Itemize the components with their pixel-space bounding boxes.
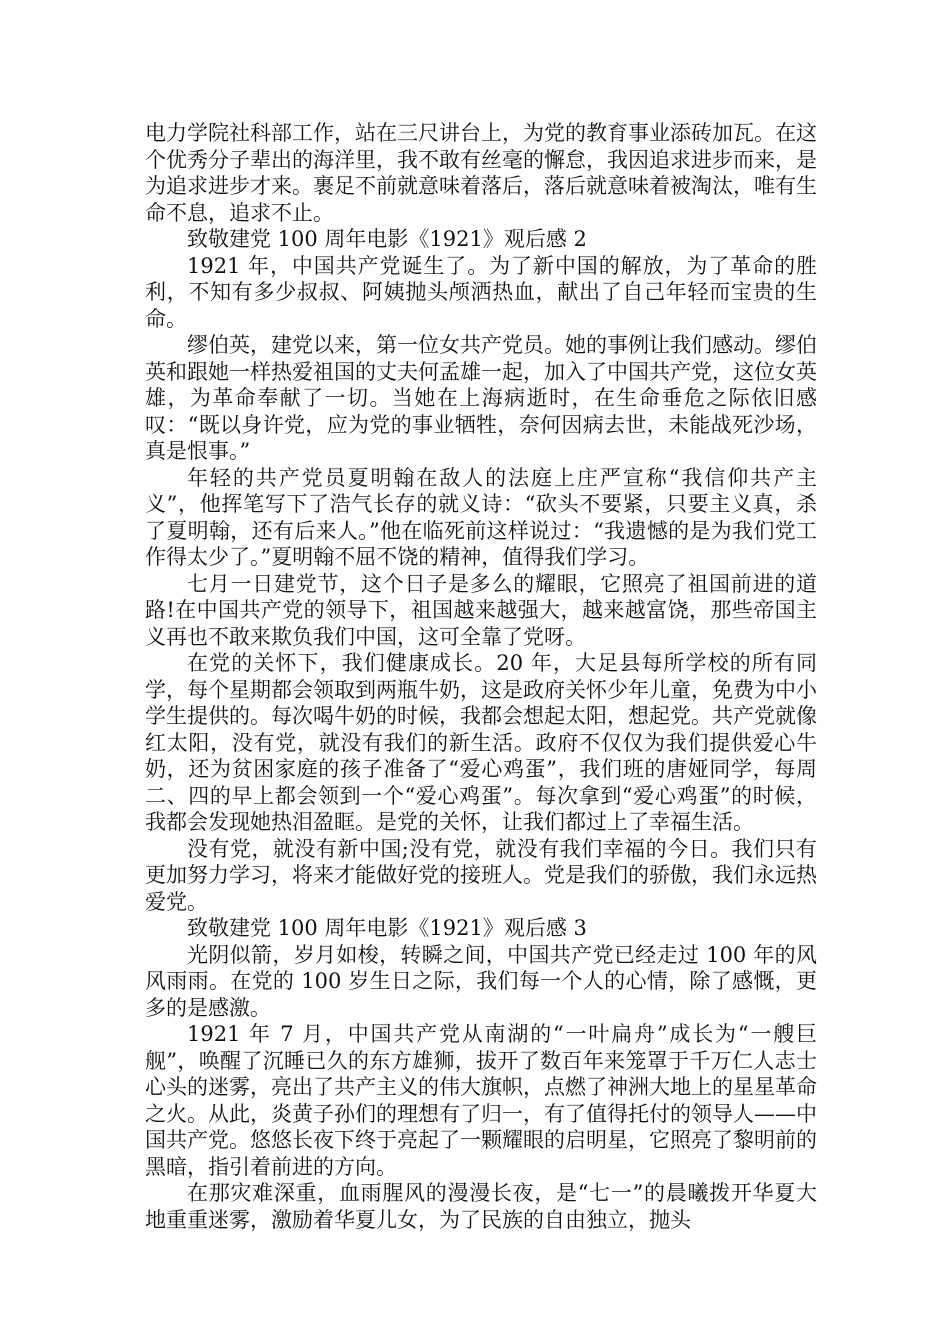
paragraph: 光阴似箭，岁月如梭，转瞬之间，中国共产党已经走过 100 年的风风雨雨。在党的 100 岁生日之际，我们每一个人的心情，除了感慨，更多的是感激。 [145, 942, 817, 1020]
essay-heading-2: 致敬建党 100 周年电影《1921》观后感 2 [187, 227, 587, 251]
paragraph: 缪伯英，建党以来，第一位女共产党员。她的事例让我们感动。缪伯英和跟她一样热爱祖国的丈夫何孟雄一起，加入了中国共产党，这位女英雄，为革命奉献了一切。当她在上海病逝时，在生命垂危之际依旧感叹：“既以身许党，应为党的事业牺牲，奈何因病去世，未能战死沙场，真是恨事。” [145, 333, 817, 463]
document-page [145, 120, 817, 1233]
paragraph: 没有党，就没有新中国;没有党，就没有我们幸福的今日。我们只有更加努力学习，将来才能做好党的接班人。党是我们的骄傲，我们永远热爱党。 [145, 836, 817, 914]
paragraph: 七月一日建党节，这个日子是多么的耀眼，它照亮了祖国前进的道路!在中国共产党的领导下，祖国越来越强大，越来越富饶，那些帝国主义再也不敢来欺负我们中国，这可全靠了党呀。 [145, 571, 817, 649]
paragraph: 年轻的共产党员夏明翰在敌人的法庭上庄严宣称“我信仰共产主义”，他挥笔写下了浩气长存的就义诗：“砍头不要紧，只要主义真，杀了夏明翰，还有后来人。”他在临死前这样说过：“我遗憾的是为我们党工作得太少了。”夏明翰不屈不饶的精神，值得我们学习。 [145, 465, 817, 569]
essay-heading-3: 致敬建党 100 周年电影《1921》观后感 3 [187, 916, 587, 940]
paragraph-continuation: 电力学院社科部工作，站在三尺讲台上，为党的教育事业添砖加瓦。在这个优秀分子辈出的海洋里，我不敢有丝毫的懈怠，我因追求进步而来，是为追求进步才来。裹足不前就意味着落后，落后就意味着被淘汰，唯有生命不息，追求不止。 [145, 121, 817, 225]
paragraph: 1921 年，中国共产党诞生了。为了新中国的解放，为了革命的胜利，不知有多少叔叔、阿姨抛头颅洒热血，献出了自己年轻而宝贵的生命。 [145, 253, 817, 331]
paragraph: 1921 年 7 月，中国共产党从南湖的“一叶扁舟”成长为“一艘巨舰”，唤醒了沉睡已久的东方雄狮，拔开了数百年来笼罩于千万仁人志士心头的迷雾，亮出了共产主义的伟大旗帜，点燃了神洲大地上的星星革命之火。从此，炎黄子孙们的理想有了归一，有了值得托付的领导人——中国共产党。悠悠长夜下终于亮起了一颗耀眼的启明星，它照亮了黎明前的黑暗，指引着前进的方向。 [145, 1022, 817, 1179]
paragraph: 在那灾难深重，血雨腥风的漫漫长夜，是“七一”的晨曦拨开华夏大地重重迷雾，激励着华夏儿女，为了民族的自由独立，抛头 [145, 1181, 817, 1232]
paragraph: 在党的关怀下，我们健康成长。20 年，大足县每所学校的所有同学，每个星期都会领取到两瓶牛奶，这是政府关怀少年儿童，免费为中小学生提供的。每次喝牛奶的时候，我都会想起太阳，想起党。共产党就像红太阳，没有党，就没有我们的新生活。政府不仅仅为我们提供爱心牛奶，还为贫困家庭的孩子准备了“爱心鸡蛋”，我们班的唐娅同学，每周二、四的早上都会领到一个“爱心鸡蛋”。每次拿到“爱心鸡蛋”的时候，我都会发现她热泪盈眶。是党的关怀，让我们都过上了幸福生活。 [145, 651, 817, 834]
